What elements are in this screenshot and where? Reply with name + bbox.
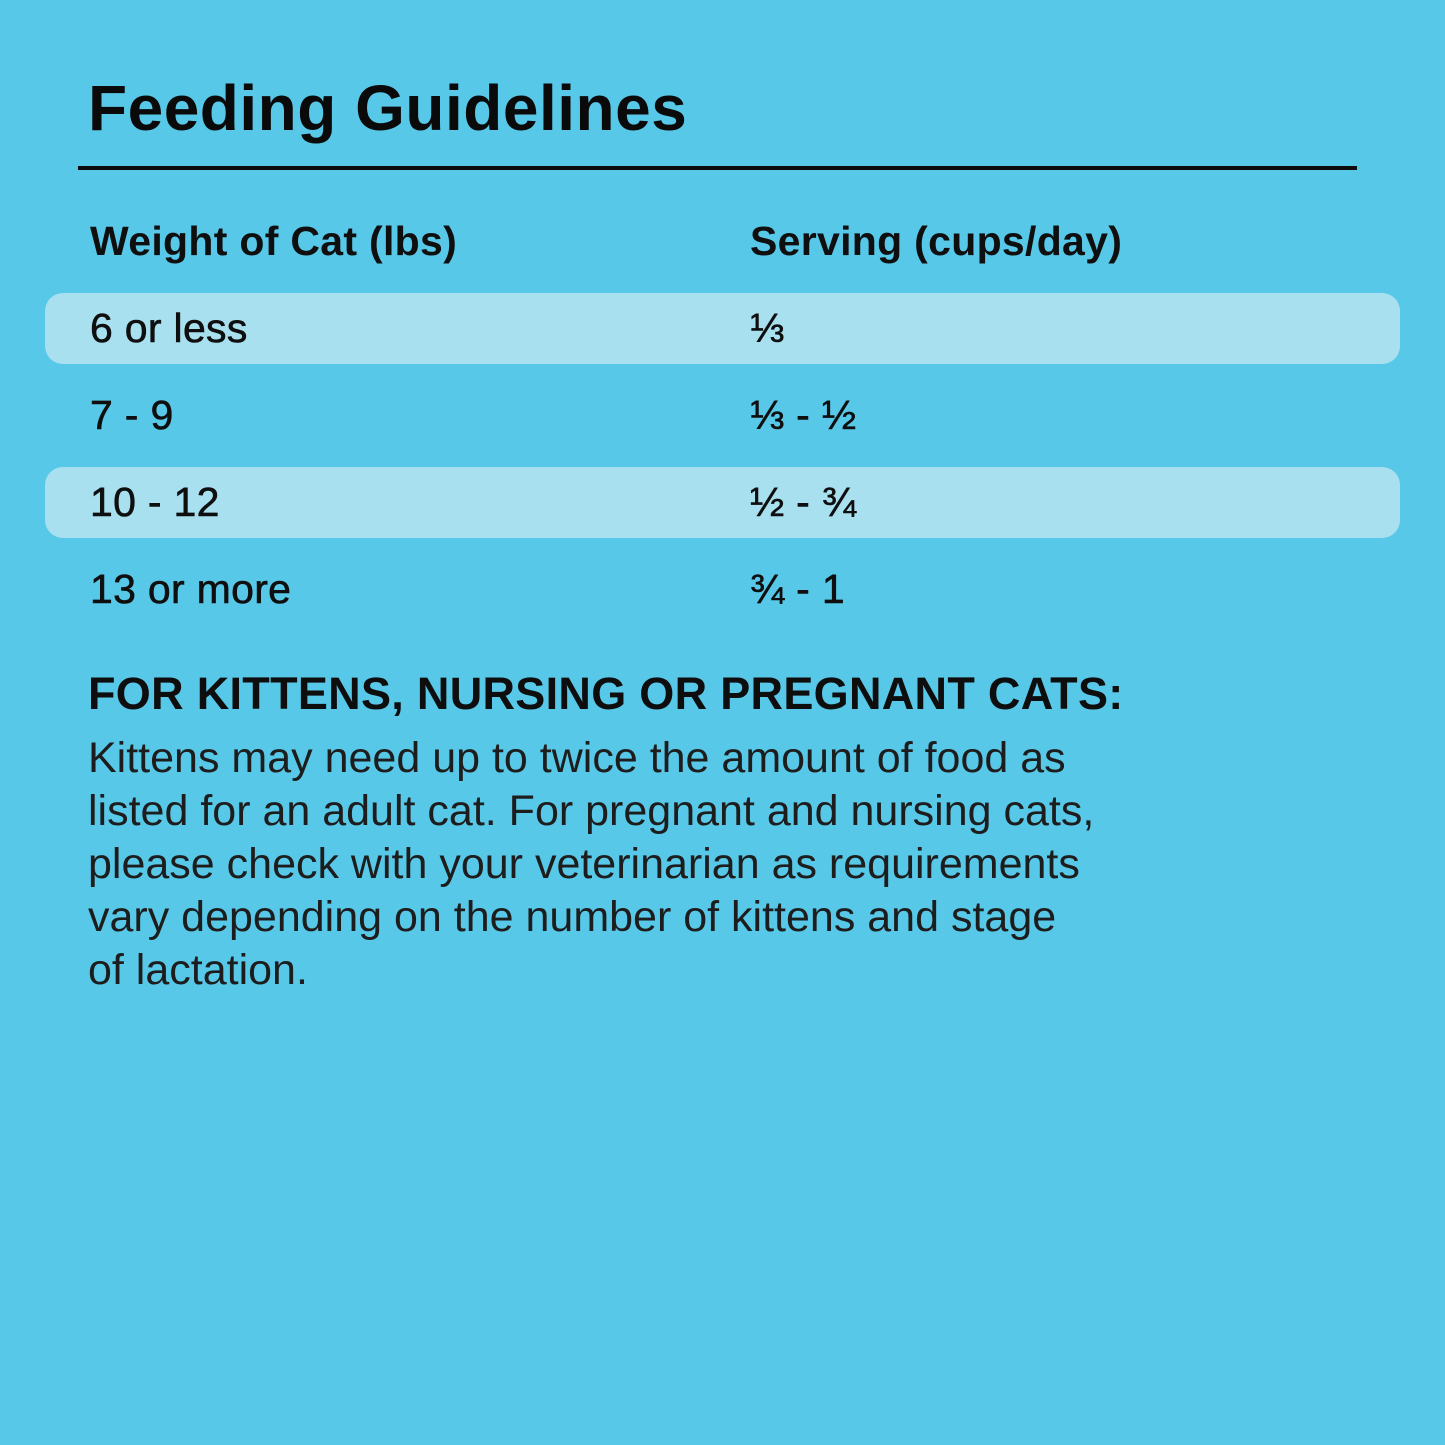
table-row <box>45 467 1400 538</box>
table-row <box>45 546 1400 633</box>
note-line: Kittens may need up to twice the amount of food as <box>88 734 1066 782</box>
column-header-serving: Serving (cups/day) <box>750 218 1123 264</box>
table-header-row <box>45 198 1400 285</box>
note-line: of lactation. <box>88 946 308 994</box>
note-line: please check with your veterinarian as requirements <box>88 840 1080 888</box>
cell-serving: ½ - ¾ <box>750 479 857 525</box>
feeding-table <box>0 198 1445 633</box>
cell-serving: ⅓ - ½ <box>750 392 857 438</box>
cell-weight: 10 - 12 <box>90 479 220 525</box>
cell-serving: ⅓ <box>750 305 785 351</box>
table-row <box>45 372 1400 459</box>
note-line: vary depending on the number of kittens and stage <box>88 893 1057 941</box>
cell-weight: 7 - 9 <box>90 392 174 438</box>
note-line: listed for an adult cat. For pregnant and nursing cats, <box>88 787 1095 835</box>
page-title: Feeding Guidelines <box>88 72 688 144</box>
column-header-weight: Weight of Cat (lbs) <box>90 218 458 264</box>
cell-weight: 6 or less <box>90 305 248 351</box>
kitten-note-heading: FOR KITTENS, NURSING OR PREGNANT CATS: <box>88 668 1124 719</box>
title-underline <box>78 166 1357 170</box>
table-row <box>45 293 1400 364</box>
cell-weight: 13 or more <box>90 566 292 612</box>
cell-serving: ¾ - 1 <box>750 566 845 612</box>
kitten-note-paragraph <box>88 732 1445 997</box>
